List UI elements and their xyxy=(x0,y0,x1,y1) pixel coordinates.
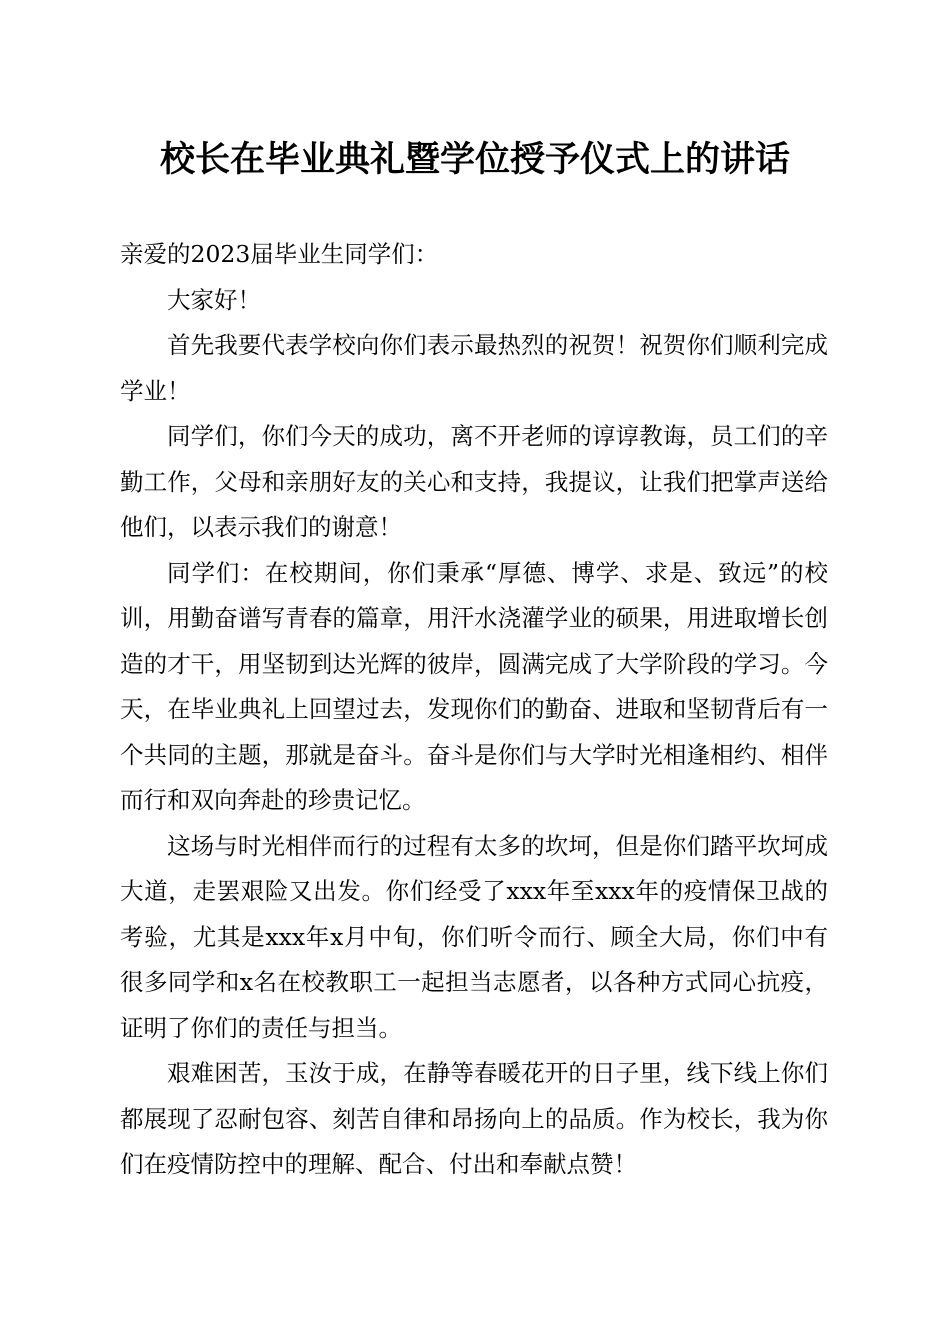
paragraph-greeting: 大家好！ xyxy=(167,285,261,314)
document-body xyxy=(120,232,828,1188)
paragraph-congratulations: 首先我要代表学校向你们表示最热烈的祝贺！祝贺你们顺利完成学业！ xyxy=(120,331,828,405)
paragraph-praise: 艰难困苦，玉汝于成，在静等春暖花开的日子里，线下线上你们都展现了忍耐包容、刻苦自律和昂扬向上的品质。作为校长，我为你们在疫情防控中的理解、配合、付出和奉献点赞！ xyxy=(120,1059,828,1178)
paragraph-campus-years: 同学们：在校期间，你们秉承“厚德、博学、求是、致远”的校训，用勤奋谱写青春的篇章，用汗水浇灌学业的硕果，用进取增长创造的才干，用坚韧到达光辉的彼岸，圆满完成了大学阶段的学习。今天，在毕业典礼上回望过去，发现你们的勤奋、进取和坚韧背后有一个共同的主题，那就是奋斗。奋斗是你们与大学时光相逢相约、相伴而行和双向奔赴的珍贵记忆。 xyxy=(120,558,828,814)
paragraph-hardships: 这场与时光相伴而行的过程有太多的坎坷，但是你们踏平坎坷成大道，走罢艰险又出发。你们经受了xxx年至xxx年的疫情保卫战的考验，尤其是xxx年x月中旬，你们听令而行、顾全大局，你们中有很多同学和x名在校教职工一起担当志愿者，以各种方式同心抗疫，证明了你们的责任与担当。 xyxy=(120,831,828,1042)
salutation: 亲爱的2023届毕业生同学们： xyxy=(120,240,439,268)
document-title: 校长在毕业典礼暨学位授予仪式上的讲话 xyxy=(159,139,790,180)
paragraph-thanks: 同学们，你们今天的成功，离不开老师的谆谆教诲，员工们的辛勤工作，父母和亲朋好友的关心和支持，我提议，让我们把掌声送给他们，以表示我们的谢意！ xyxy=(120,422,828,541)
